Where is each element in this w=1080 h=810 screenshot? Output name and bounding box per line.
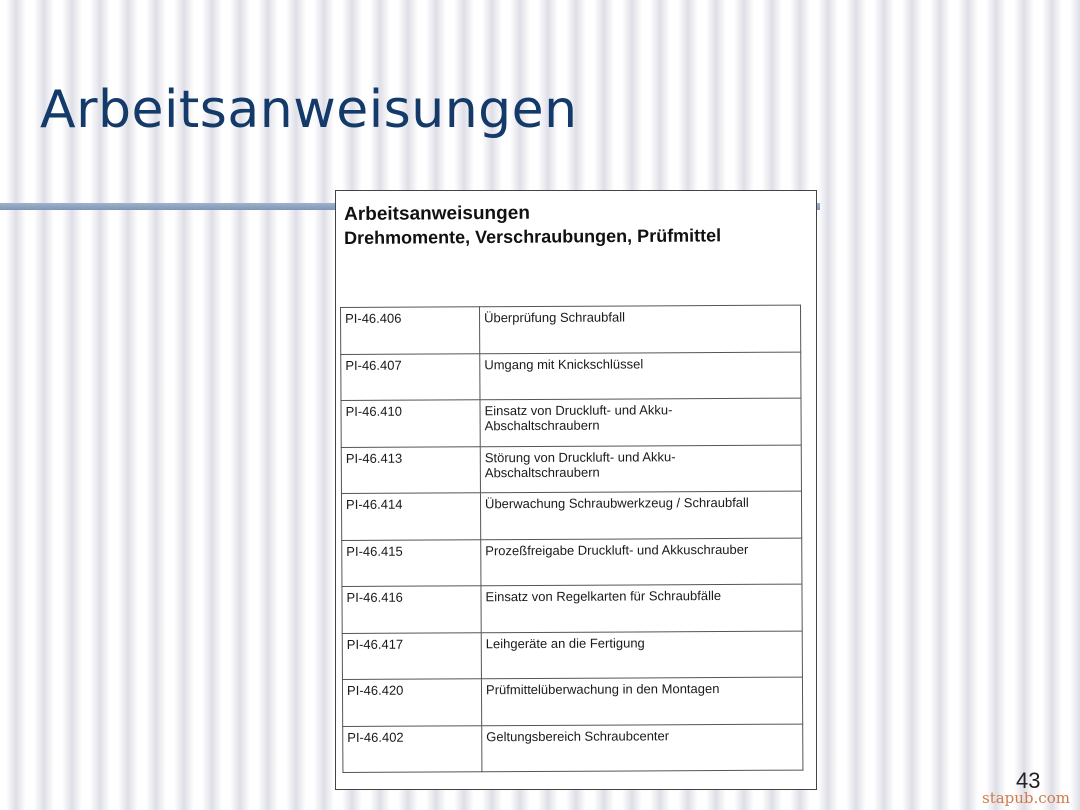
instruction-description: Prüfmittelüberwachung in den Montagen bbox=[481, 677, 802, 725]
instruction-code: PI-46.407 bbox=[341, 353, 480, 400]
document-subtitle: Drehmomente, Verschraubungen, Prüfmittel bbox=[344, 225, 722, 248]
table-row bbox=[341, 398, 801, 447]
instruction-code: PI-46.415 bbox=[342, 539, 481, 586]
instruction-description: Prozeßfreigabe Druckluft- und Akkuschrauber bbox=[481, 538, 802, 586]
table-row bbox=[343, 724, 803, 773]
table-row bbox=[341, 445, 801, 494]
table-row bbox=[341, 352, 801, 401]
instruction-description: Störung von Druckluft- und Akku- Abschaltschraubern bbox=[480, 445, 801, 493]
instruction-code: PI-46.414 bbox=[341, 493, 480, 540]
slide-title: Arbeitsanweisungen bbox=[40, 80, 578, 140]
page-number: 43 bbox=[1016, 768, 1041, 793]
instruction-code: PI-46.406 bbox=[341, 307, 480, 354]
table-row bbox=[341, 305, 801, 354]
instruction-description: Einsatz von Regelkarten für Schraubfälle bbox=[481, 584, 802, 632]
instruction-description: Überprüfung Schraubfall bbox=[480, 305, 801, 353]
instruction-description: Überwachung Schraubwerkzeug / Schraubfall bbox=[480, 491, 801, 539]
instruction-code: PI-46.402 bbox=[343, 725, 482, 772]
work-instructions-table bbox=[340, 305, 803, 773]
instruction-description: Geltungsbereich Schraubcenter bbox=[482, 724, 803, 772]
watermark: stapub.com bbox=[982, 789, 1070, 807]
scanned-document bbox=[335, 190, 817, 790]
instruction-code: PI-46.416 bbox=[342, 586, 481, 633]
table-row bbox=[341, 491, 801, 540]
table-row bbox=[342, 538, 802, 587]
instruction-description: Leihgeräte an die Fertigung bbox=[481, 631, 802, 679]
instruction-code: PI-46.417 bbox=[342, 632, 481, 679]
instruction-code: PI-46.410 bbox=[341, 400, 480, 447]
instruction-code: PI-46.420 bbox=[342, 679, 481, 726]
table-row bbox=[342, 584, 802, 633]
instruction-code: PI-46.413 bbox=[341, 446, 480, 493]
instruction-description: Umgang mit Knickschlüssel bbox=[480, 352, 801, 400]
table-row bbox=[342, 677, 802, 726]
table-row bbox=[342, 631, 802, 680]
instruction-description: Einsatz von Druckluft- und Akku- Abschaltschraubern bbox=[480, 398, 801, 446]
document-title: Arbeitsanweisungen bbox=[344, 202, 530, 225]
